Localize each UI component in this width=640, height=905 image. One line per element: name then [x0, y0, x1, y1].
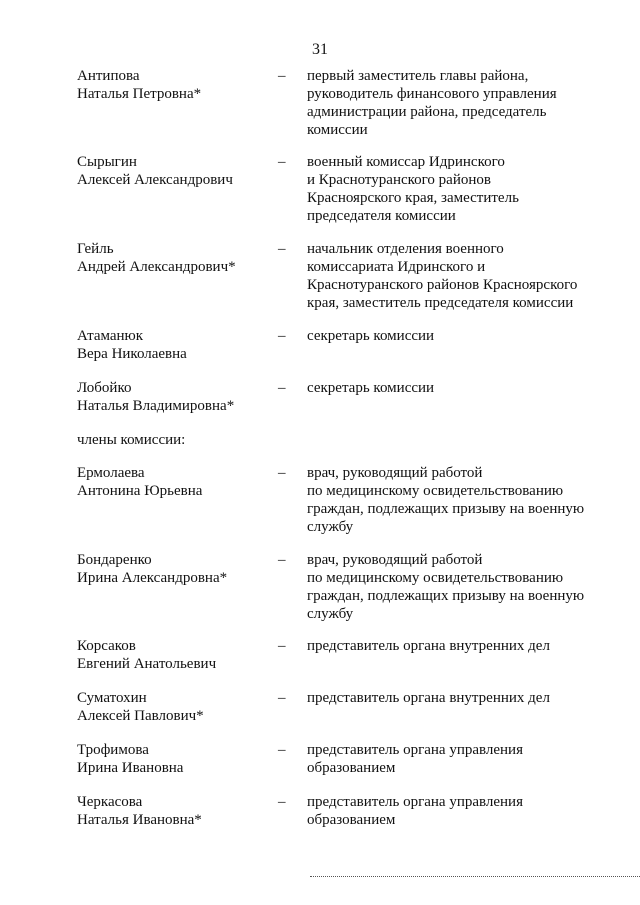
surname: Сырыгин — [77, 154, 137, 170]
given-names: Наталья Петровна* — [77, 86, 202, 102]
dash-separator: – — [278, 328, 286, 344]
role-line: представитель органа внутренних дел — [307, 638, 550, 654]
role-description — [307, 379, 602, 397]
role-line: представитель органа управления — [307, 742, 523, 758]
role-description — [307, 741, 602, 777]
role-line: военный комиссар Идринского — [307, 154, 505, 170]
dash-separator: – — [278, 154, 286, 170]
role-line: врач, руководящий работой — [307, 465, 483, 481]
dash-separator: – — [278, 380, 286, 396]
role-description — [307, 240, 602, 312]
role-line: первый заместитель главы района, — [307, 68, 529, 84]
given-names: Антонина Юрьевна — [77, 483, 203, 499]
role-line: начальник отделения военного — [307, 241, 504, 257]
role-line: комиссариата Идринского и — [307, 259, 486, 275]
role-line: врач, руководящий работой — [307, 552, 483, 568]
given-names: Алексей Павлович* — [77, 708, 204, 724]
dash-separator: – — [278, 68, 286, 84]
role-line: руководитель финансового управления — [307, 86, 557, 102]
dash-separator: – — [278, 742, 286, 758]
given-names: Евгений Анатольевич — [77, 656, 217, 672]
person-name — [77, 464, 267, 500]
given-names: Ирина Александровна* — [77, 570, 228, 586]
surname: Трофимова — [77, 742, 149, 758]
page-number: 31 — [312, 41, 328, 58]
person-name — [77, 689, 267, 725]
role-line: службу — [307, 519, 354, 535]
dash-separator: – — [278, 794, 286, 810]
person-name — [77, 379, 267, 415]
role-description — [307, 327, 602, 345]
given-names: Ирина Ивановна — [77, 760, 184, 776]
role-description — [307, 689, 602, 707]
role-line: представитель органа внутренних дел — [307, 690, 550, 706]
surname: Ермолаева — [77, 465, 145, 481]
role-description — [307, 464, 602, 536]
surname: Суматохин — [77, 690, 147, 706]
surname: Черкасова — [77, 794, 143, 810]
role-line: председателя комиссии — [307, 208, 456, 224]
role-description — [307, 67, 602, 139]
role-line: секретарь комиссии — [307, 328, 435, 344]
role-line: службу — [307, 606, 354, 622]
role-description — [307, 793, 602, 829]
role-line: образованием — [307, 812, 396, 828]
role-description — [307, 153, 602, 225]
surname: Бондаренко — [77, 552, 152, 568]
role-line: администрации района, председатель — [307, 104, 547, 120]
role-line: по медицинскому освидетельствованию — [307, 570, 564, 586]
role-line: представитель органа управления — [307, 794, 523, 810]
given-names: Вера Николаевна — [77, 346, 187, 362]
person-name — [77, 67, 267, 103]
person-name — [77, 793, 267, 829]
dash-separator: – — [278, 552, 286, 568]
person-name — [77, 153, 267, 189]
role-line: граждан, подлежащих призыву на военную — [307, 588, 585, 604]
person-name — [77, 741, 267, 777]
role-line: образованием — [307, 760, 396, 776]
dash-separator: – — [278, 638, 286, 654]
dash-separator: – — [278, 690, 286, 706]
given-names: Алексей Александрович — [77, 172, 233, 188]
role-line: Краснотуранского районов Красноярского — [307, 277, 578, 293]
person-name — [77, 637, 267, 673]
person-name — [77, 551, 267, 587]
footer-rule — [310, 876, 640, 877]
role-description — [307, 637, 602, 655]
surname: Корсаков — [77, 638, 136, 654]
person-name — [77, 327, 267, 363]
role-line: и Краснотуранского районов — [307, 172, 491, 188]
role-line: края, заместитель председателя комиссии — [307, 295, 574, 311]
role-line: по медицинскому освидетельствованию — [307, 483, 564, 499]
given-names: Андрей Александрович* — [77, 259, 236, 275]
role-line: Красноярского края, заместитель — [307, 190, 519, 206]
role-description — [307, 551, 602, 623]
surname: Гейль — [77, 241, 114, 257]
role-line: комиссии — [307, 122, 368, 138]
surname: Лобойко — [77, 380, 132, 396]
role-line: секретарь комиссии — [307, 380, 435, 396]
person-name — [77, 240, 267, 276]
given-names: Наталья Владимировна* — [77, 398, 235, 414]
surname: Атаманюк — [77, 328, 144, 344]
given-names: Наталья Ивановна* — [77, 812, 202, 828]
role-line: граждан, подлежащих призыву на военную — [307, 501, 585, 517]
members-section-label: члены комиссии: — [77, 432, 186, 448]
dash-separator: – — [278, 241, 286, 257]
dash-separator: – — [278, 465, 286, 481]
surname: Антипова — [77, 68, 140, 84]
